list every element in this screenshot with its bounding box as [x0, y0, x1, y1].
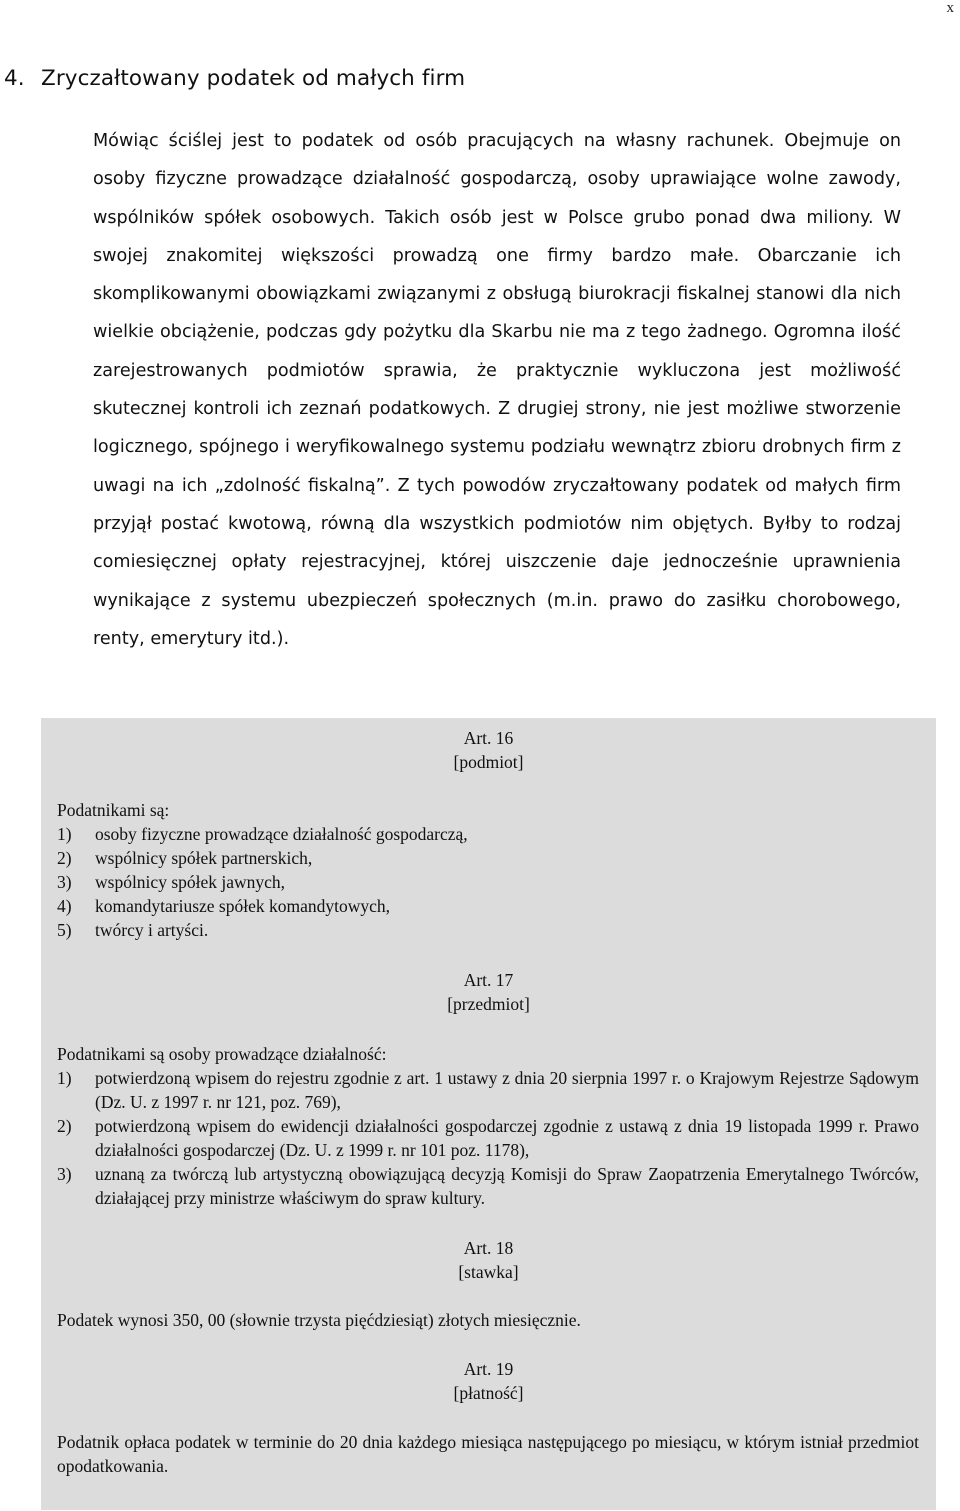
- article-16-body: [57, 798, 919, 942]
- intro-paragraph: Mówiąc ściślej jest to podatek od osób pracujących na własny rachunek. Obejmuje on osoby fizyczne prowadzące działalność gospodarczą, osoby uprawiające wolne zawody, wspólników spółek osobowych. Takich osób jest w Polsce grubo ponad dwa miliony. W swojej znakomitej większości prowadzą one firmy bardzo małe. Obarczanie ich skomplikowanymi obowiązkami związanymi z obsługą biurokracji fiskalnej stanowi dla nich wielkie obciążenie, podczas gdy pożytku dla Skarbu nie ma z tego żadnego. Ogromna ilość zarejestrowanych podmiotów sprawia, że praktycznie wykluczona jest możliwość skutecznej kontroli ich zeznań podatkowych. Z drugiej strony, nie jest możliwe stworzenie logicznego, spójnego i weryfikowalnego systemu podziału wewnątrz zbioru drobnych firm z uwagi na ich „zdolność fiskalną”. Z tych powodów zryczałtowany podatek od małych firm przyjął postać kwotową, równą dla wszystkich podmiotów nim objętych. Byłby to rodzaj comiesięcznej opłaty rejestracyjnej, której uiszczenie daje jednocześnie uprawnienia wynikające z systemu ubezpieczeń społecznych (m.in. prawo do zasiłku chorobowego, renty, emerytury itd.).: [93, 131, 901, 649]
- list-item: 2) potwierdzoną wpisem do ewidencji działalności gospodarczej zgodnie z ustawą z dnia 19 listopada 1999 r. Prawo działalności gospodarczej (Dz. U. z 1999 r. nr 101 poz. 1178),: [57, 1116, 919, 1160]
- article-lead: Podatnikami są:: [57, 800, 170, 820]
- article-number: Art. 18: [463, 1238, 514, 1258]
- section-title: Zryczałtowany podatek od małych firm: [41, 66, 466, 91]
- list-item: 4) komandytariusze spółek komandytowych,: [57, 896, 391, 916]
- article-text: Podatnik opłaca podatek w terminie do 20 dnia każdego miesiąca następującego po miesiącu, w którym istniał przedmiot opodatkowania.: [57, 1432, 919, 1476]
- article-19-body: [57, 1430, 919, 1478]
- article-subject: [podmiot]: [453, 752, 524, 772]
- article-subject: [stawka]: [458, 1262, 519, 1282]
- article-number: Art. 16: [463, 728, 514, 748]
- article-number: Art. 17: [463, 970, 514, 990]
- article-17-header: [41, 968, 936, 1016]
- article-text: Podatek wynosi 350, 00 (słownie trzysta pięćdziesiąt) złotych miesięcznie.: [57, 1310, 581, 1330]
- article-19-header: [41, 1357, 936, 1405]
- article-lead: Podatnikami są osoby prowadzące działalność:: [57, 1044, 387, 1064]
- article-18-header: [41, 1236, 936, 1284]
- article-subject: [płatność]: [453, 1383, 524, 1403]
- list-item: 1) osoby fizyczne prowadzące działalność gospodarczą,: [57, 824, 468, 844]
- page-mark: x: [946, 0, 954, 16]
- article-17-list: [57, 1066, 919, 1210]
- list-item: 1) potwierdzoną wpisem do rejestru zgodnie z art. 1 ustawy z dnia 20 sierpnia 1997 r. o Krajowym Rejestrze Sądowym (Dz. U. z 1997 r. nr 121, poz. 769),: [57, 1068, 919, 1112]
- list-item: 3) wspólnicy spółek jawnych,: [57, 872, 286, 892]
- article-18-body: [57, 1308, 919, 1332]
- section-number: 4.: [4, 66, 25, 91]
- list-item: 2) wspólnicy spółek partnerskich,: [57, 848, 313, 868]
- article-number: Art. 19: [463, 1359, 514, 1379]
- article-16-list: [57, 822, 919, 942]
- article-subject: [przedmiot]: [447, 994, 530, 1014]
- list-item: 3) uznaną za twórczą lub artystyczną obowiązującą decyzją Komisji do Spraw Zaopatrzenia Emerytalnego Twórców, działającej przy ministrze właściwym do spraw kultury.: [57, 1164, 919, 1208]
- legal-text-box: [41, 718, 936, 1510]
- article-17-body: [57, 1042, 919, 1210]
- article-16-header: [41, 726, 936, 774]
- list-item: 5) twórcy i artyści.: [57, 920, 209, 940]
